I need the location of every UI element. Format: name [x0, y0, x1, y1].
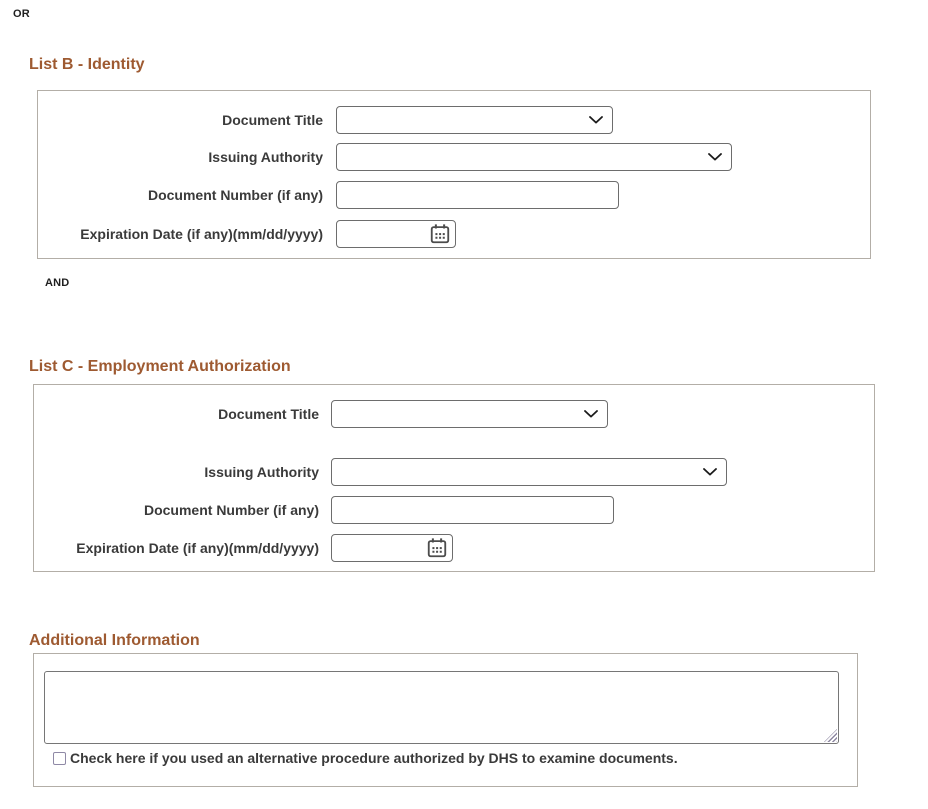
list-b-expiration-date-label: Expiration Date (if any)(mm/dd/yyyy): [80, 226, 323, 242]
additional-information-title: Additional Information: [29, 632, 200, 649]
list-b-title: List B - Identity: [29, 56, 145, 73]
alternative-procedure-checkbox-label[interactable]: Check here if you used an alternative procedure authorized by DHS to examine documents.: [70, 750, 678, 766]
list-b-expiration-date-input[interactable]: [337, 221, 425, 247]
alternative-procedure-checkbox[interactable]: [53, 752, 66, 765]
or-label: OR: [13, 8, 30, 20]
additional-information-textarea[interactable]: [44, 671, 839, 744]
list-b-issuing-authority-row: [38, 143, 732, 171]
list-c-document-number-label: Document Number (if any): [143, 502, 319, 518]
list-b-document-number-label: Document Number (if any): [147, 187, 323, 203]
list-b-document-title-select[interactable]: [336, 106, 613, 134]
calendar-icon[interactable]: [429, 223, 451, 245]
alternative-procedure-row: [53, 750, 678, 766]
list-c-document-title-row: [34, 400, 608, 428]
list-c-expiration-date-field: [331, 534, 453, 562]
list-c-title: List C - Employment Authorization: [29, 358, 291, 375]
list-b-document-title-label: Document Title: [222, 112, 323, 128]
list-b-expiration-date-row: [38, 220, 456, 248]
list-c-expiration-date-row: [34, 534, 453, 562]
list-b-document-number-row: [38, 181, 619, 209]
and-label: AND: [45, 277, 70, 289]
additional-information-textarea-wrap: [44, 671, 839, 744]
list-c-groupbox: [33, 384, 875, 572]
list-c-document-number-input[interactable]: [331, 496, 614, 524]
list-c-expiration-date-input[interactable]: [332, 535, 422, 561]
list-c-expiration-date-label: Expiration Date (if any)(mm/dd/yyyy): [76, 540, 319, 556]
list-c-document-title-label: Document Title: [218, 406, 319, 422]
chevron-down-icon: [584, 410, 598, 418]
list-b-document-number-input[interactable]: [336, 181, 619, 209]
list-b-groupbox: [37, 90, 871, 259]
list-c-document-title-select[interactable]: [331, 400, 608, 428]
chevron-down-icon: [708, 153, 722, 161]
calendar-icon[interactable]: [426, 537, 448, 559]
list-c-document-number-row: [34, 496, 614, 524]
list-b-issuing-authority-select[interactable]: [336, 143, 732, 171]
chevron-down-icon: [703, 468, 717, 476]
list-b-expiration-date-field: [336, 220, 456, 248]
additional-information-groupbox: [33, 653, 858, 787]
list-c-issuing-authority-label: Issuing Authority: [204, 464, 319, 480]
list-b-document-title-row: [38, 106, 613, 134]
list-b-issuing-authority-label: Issuing Authority: [208, 149, 323, 165]
chevron-down-icon: [589, 116, 603, 124]
list-c-issuing-authority-select[interactable]: [331, 458, 727, 486]
list-c-issuing-authority-row: [34, 458, 727, 486]
